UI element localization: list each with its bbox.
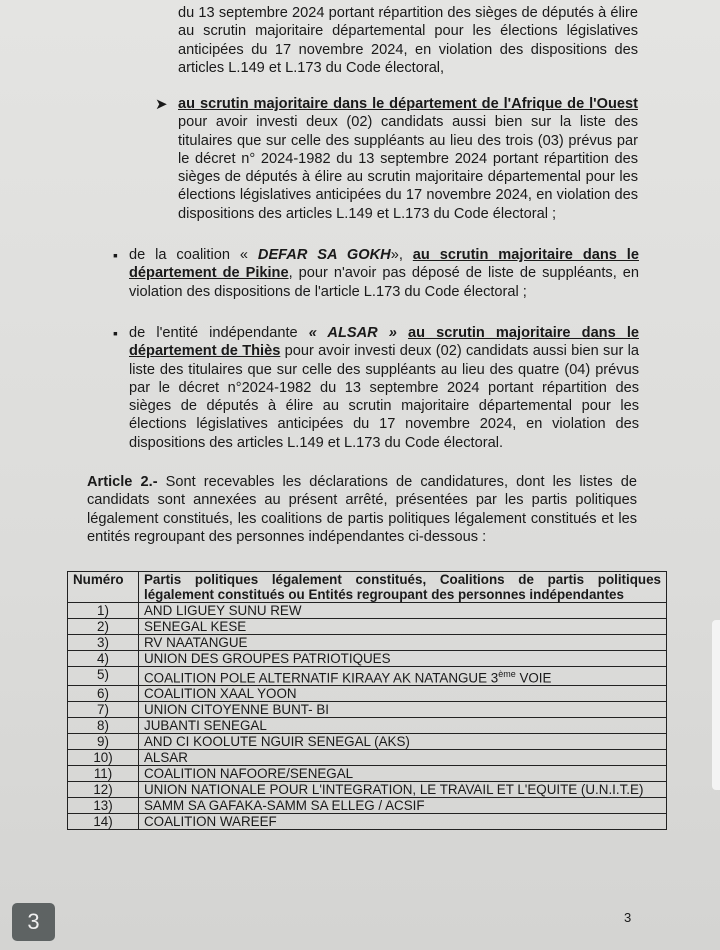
table-row bbox=[68, 651, 667, 667]
party-name-part: COALITION POLE ALTERNATIF KIRAAY AK NATANGUE 3 bbox=[144, 670, 499, 686]
scroll-edge[interactable] bbox=[712, 620, 720, 790]
table-row bbox=[68, 702, 667, 718]
row-number: 1) bbox=[68, 603, 139, 619]
paragraph-text bbox=[397, 325, 408, 341]
table-row bbox=[68, 734, 667, 750]
page-number: 3 bbox=[624, 910, 632, 925]
row-number: 10) bbox=[68, 750, 139, 766]
row-party-name: AND LIGUEY SUNU REW bbox=[139, 603, 667, 619]
table-row bbox=[68, 814, 667, 830]
paragraph-text: pour avoir investi deux (02) candidats aussi bien sur la liste des titulaires que sur celle des suppléants au lieu des trois (03) prévus par le décret n° 2024-1982 du 13 septembre 2024 portant répartition des sièges de députés à élire au scrutin majoritaire départemental pour les élections législatives anticipées du 17 novembre 2024, en violation des dispositions des articles L.149 et L.173 du Code électoral ; bbox=[178, 114, 638, 222]
row-party-name: UNION NATIONALE POUR L'INTEGRATION, LE TRAVAIL ET L'EQUITE (U.N.I.T.E) bbox=[139, 782, 667, 798]
row-number: 9) bbox=[68, 734, 139, 750]
underlined-lead: au scrutin majoritaire dans le département de Pikine bbox=[129, 247, 639, 282]
header-numero: Numéro bbox=[68, 572, 139, 603]
paragraph-afrique-ouest bbox=[178, 95, 638, 223]
paragraph-pikine bbox=[129, 246, 639, 301]
table-row bbox=[68, 798, 667, 814]
row-party-name: COALITION WAREEF bbox=[139, 814, 667, 830]
table-row bbox=[68, 718, 667, 734]
row-number: 3) bbox=[68, 635, 139, 651]
row-party-name: AND CI KOOLUTE NGUIR SENEGAL (AKS) bbox=[139, 734, 667, 750]
row-party-name: COALITION NAFOORE/SENEGAL bbox=[139, 766, 667, 782]
row-number: 7) bbox=[68, 702, 139, 718]
party-name-part: VOIE bbox=[515, 670, 552, 686]
table-row bbox=[68, 686, 667, 702]
row-number: 14) bbox=[68, 814, 139, 830]
entity-name: « ALSAR » bbox=[308, 325, 397, 341]
paragraph-text: de l'entité indépendante bbox=[129, 325, 309, 341]
header-parties: Partis politiques légalement constitués, Coalitions de partis politiques légalement constitués ou Entités regroupant des personnes indépendantes bbox=[139, 572, 667, 603]
row-party-name: UNION DES GROUPES PATRIOTIQUES bbox=[139, 651, 667, 667]
row-party-name: ALSAR bbox=[139, 750, 667, 766]
underlined-lead: au scrutin majoritaire dans le département de Thiès bbox=[129, 325, 639, 360]
row-party-name: SAMM SA GAFAKA-SAMM SA ELLEG / ACSIF bbox=[139, 798, 667, 814]
superscript: ème bbox=[498, 669, 516, 679]
candidates-table bbox=[67, 571, 667, 830]
bullet-icon: ▪ bbox=[113, 325, 118, 341]
table-row bbox=[68, 603, 667, 619]
article-2 bbox=[87, 473, 637, 546]
article-text: Sont recevables les déclarations de candidatures, dont les listes de candidats sont annexées au présent arrêté, présentées par les partis politiques légalement constitués, les coalitions de partis politiques légalement constitués et les entités regroupant des personnes indépendantes ci-dessous : bbox=[87, 474, 637, 545]
row-party-name bbox=[139, 667, 667, 686]
arrow-bullet-icon: ➤ bbox=[155, 96, 168, 113]
page-badge: 3 bbox=[12, 903, 55, 941]
row-party-name: COALITION XAAL YOON bbox=[139, 686, 667, 702]
row-number: 6) bbox=[68, 686, 139, 702]
row-number: 12) bbox=[68, 782, 139, 798]
table-row bbox=[68, 766, 667, 782]
paragraph-continuation: du 13 septembre 2024 portant répartition des sièges de députés à élire au scrutin majoritaire départemental pour les élections législatives anticipées du 17 novembre 2024, en violation des dispositions des articles L.149 et L.173 du Code électoral, bbox=[178, 5, 638, 76]
row-party-name: RV NAATANGUE bbox=[139, 635, 667, 651]
paragraph-text: , pour n'avoir pas déposé de liste de suppléants, en violation des dispositions de l'article L.173 du Code électoral ; bbox=[129, 265, 639, 300]
row-party-name: JUBANTI SENEGAL bbox=[139, 718, 667, 734]
table-row bbox=[68, 635, 667, 651]
underlined-lead: au scrutin majoritaire dans le département de l'Afrique de l'Ouest bbox=[178, 96, 638, 112]
bullet-icon: ▪ bbox=[113, 247, 118, 263]
table-row bbox=[68, 782, 667, 798]
row-party-name: SENEGAL KESE bbox=[139, 619, 667, 635]
row-number: 2) bbox=[68, 619, 139, 635]
paragraph-text: », bbox=[390, 247, 413, 263]
table-row bbox=[68, 667, 667, 686]
article-label: Article 2.- bbox=[87, 474, 158, 490]
table-header-row bbox=[68, 572, 667, 603]
row-number: 5) bbox=[68, 667, 139, 686]
paragraph-text: pour avoir investi deux (02) candidats aussi bien sur la liste des titulaires que sur celle des suppléants au lieu des quatre (04) prévus par le décret n°2024-1982 du 13 septembre 2024 portant répartition des sièges de députés à élire au scrutin majoritaire départemental pour les élections législatives anticipées du 17 novembre 2024, en violation des dispositions des articles L.149 et L.173 du Code électoral. bbox=[129, 343, 639, 451]
row-party-name: UNION CITOYENNE BUNT- BI bbox=[139, 702, 667, 718]
row-number: 11) bbox=[68, 766, 139, 782]
table-row bbox=[68, 750, 667, 766]
row-number: 4) bbox=[68, 651, 139, 667]
row-number: 13) bbox=[68, 798, 139, 814]
table-row bbox=[68, 619, 667, 635]
row-number: 8) bbox=[68, 718, 139, 734]
coalition-name: DEFAR SA GOKH bbox=[257, 247, 391, 263]
paragraph-text: de la coalition « bbox=[129, 247, 258, 263]
paragraph-thies bbox=[129, 324, 639, 452]
